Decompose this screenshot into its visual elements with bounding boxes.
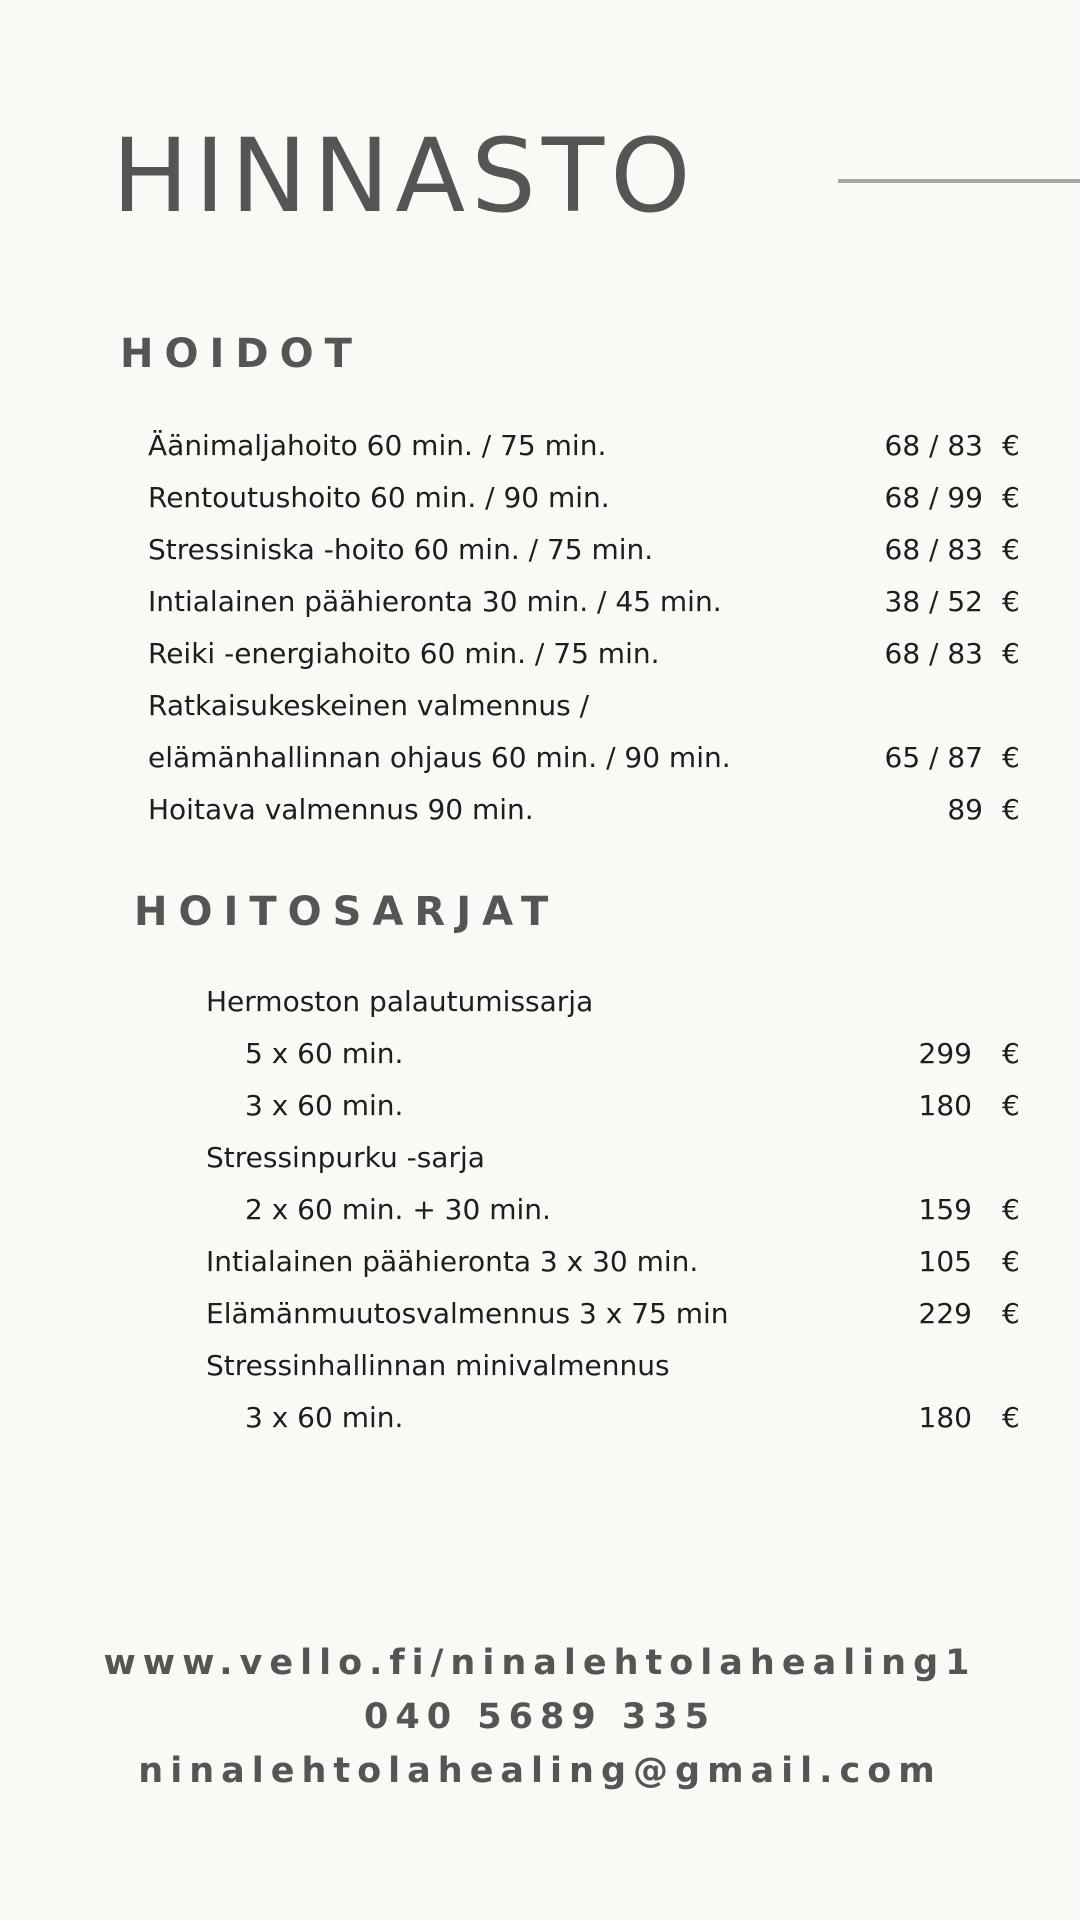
currency-symbol: € [1002,741,1020,774]
currency-symbol: € [1002,1245,1020,1278]
series-price: 105 [918,1245,972,1278]
series-name: Elämänmuutosvalmennus 3 x 75 min [206,1297,729,1330]
series-option: 3 x 60 min. [245,1401,404,1434]
price-row [0,472,1080,524]
treatment-price: 65 / 87 [884,741,983,774]
series-price: 180 [918,1089,972,1122]
currency-symbol: € [1002,1089,1020,1122]
price-row [0,1288,1080,1340]
price-row [0,732,1080,784]
treatment-price: 68 / 99 [884,481,983,514]
contact-block [0,1636,1080,1798]
email-address[interactable]: ninalehtolahealing@gmail.com [138,1751,942,1791]
treatment-price: 68 / 83 [884,533,983,566]
section-heading-hoitosarjat: HOITOSARJAT [134,889,560,935]
currency-symbol: € [1002,481,1020,514]
currency-symbol: € [1002,1401,1020,1434]
series-option: 3 x 60 min. [245,1089,404,1122]
treatment-name: Hoitava valmennus 90 min. [148,793,534,826]
price-row [0,1080,1080,1132]
treatment-price: 89 [947,793,983,826]
price-row [0,1392,1080,1444]
hoitosarjat-price-list [0,976,1080,1444]
series-option: 5 x 60 min. [245,1037,404,1070]
treatment-price: 68 / 83 [884,429,983,462]
currency-symbol: € [1002,1037,1020,1070]
currency-symbol: € [1002,585,1020,618]
currency-symbol: € [1002,1193,1020,1226]
treatment-name: Intialainen päähieronta 30 min. / 45 min. [148,585,722,618]
price-row [0,1132,1080,1184]
title-divider [838,179,1080,183]
treatment-name: Rentoutushoito 60 min. / 90 min. [148,481,610,514]
series-name: Intialainen päähieronta 3 x 30 min. [206,1245,699,1278]
page-title: HINNASTO [112,117,697,236]
price-row [0,576,1080,628]
price-row [0,976,1080,1028]
treatment-name: Ratkaisukeskeinen valmennus / [148,689,590,722]
currency-symbol: € [1002,533,1020,566]
phone-number[interactable]: 040 5689 335 [364,1697,716,1737]
series-price: 159 [918,1193,972,1226]
price-row [0,1236,1080,1288]
series-price: 229 [918,1297,972,1330]
price-row [0,628,1080,680]
currency-symbol: € [1002,429,1020,462]
treatment-name: elämänhallinnan ohjaus 60 min. / 90 min. [148,741,731,774]
series-price: 299 [918,1037,972,1070]
price-row [0,680,1080,732]
price-row [0,1028,1080,1080]
treatment-name: Stressiniska -hoito 60 min. / 75 min. [148,533,654,566]
treatment-price: 38 / 52 [884,585,983,618]
website-link[interactable]: www.vello.fi/ninalehtolahealing1 [103,1643,977,1683]
treatment-price: 68 / 83 [884,637,983,670]
hoidot-price-list [0,420,1080,836]
currency-symbol: € [1002,793,1020,826]
price-row [0,1340,1080,1392]
section-heading-hoidot: HOIDOT [120,331,363,377]
series-name: Stressinpurku -sarja [206,1141,485,1174]
series-name: Stressinhallinnan minivalmennus [206,1349,670,1382]
series-name: Hermoston palautumissarja [206,985,594,1018]
treatment-name: Äänimaljahoito 60 min. / 75 min. [148,429,607,462]
series-price: 180 [918,1401,972,1434]
currency-symbol: € [1002,637,1020,670]
price-row [0,784,1080,836]
price-row [0,420,1080,472]
price-row [0,524,1080,576]
series-option: 2 x 60 min. + 30 min. [245,1193,551,1226]
price-row [0,1184,1080,1236]
currency-symbol: € [1002,1297,1020,1330]
treatment-name: Reiki -energiahoito 60 min. / 75 min. [148,637,660,670]
